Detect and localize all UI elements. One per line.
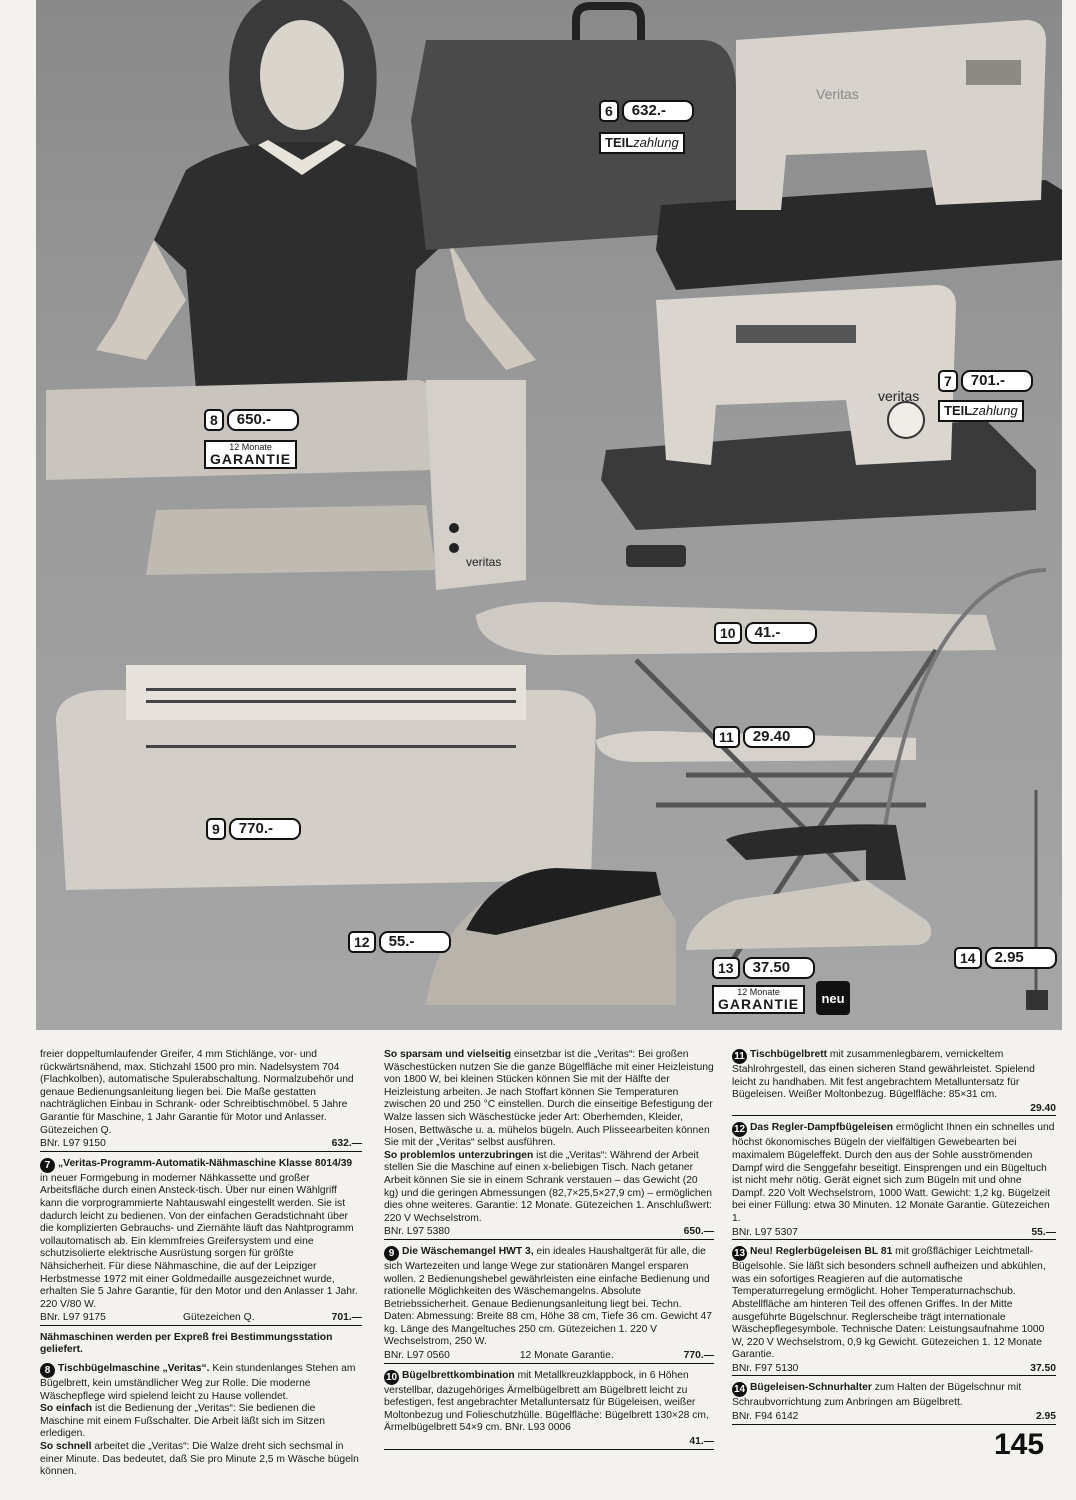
product-7 — [40, 1158, 362, 1312]
body-text: ist die Bedienung der „Veritas“: Sie bedienen die Maschine mit einem Fußschalter. Die Arbeit läßt sich im Sitzen erledigen. — [40, 1403, 325, 1440]
product-heading: Tischbügelbrett — [750, 1049, 828, 1060]
order-line — [40, 1138, 362, 1152]
item-number: 9 — [206, 818, 226, 840]
price-tag-10 — [714, 622, 817, 644]
installment-badge-italic: zahlung — [633, 135, 679, 150]
product-14 — [732, 1382, 1056, 1410]
order-price: 2.95 — [1035, 1411, 1056, 1423]
price-tag-11 — [713, 726, 815, 748]
shipping-note-text: Nähmaschinen werden per Expreß frei Bestimmungsstation geliefert. — [40, 1331, 333, 1356]
product-description: mit großflächiger Leichtmetall-Bügelsohle. Sie läßt sich besonders schnell aufheizen und abkühlen, was ein sofortiges Reagieren auf die automatische Temperaturregelung ermöglicht. Hoher Temperaturnachschub. Abstellfläche am hinteren Teil des offenen Griffes. In der Mitte ausgeführte Bügelschnur. Reglerscheibe trägt internationale Wäschepflegesymbole. Technische Daten: Leistungsaufnahme 1000 W, 220 V Wechselstrom, 0,9 kg Gewicht. Gütezeichen 1. 12 Monate Garantie. — [732, 1246, 1046, 1361]
product-13 — [732, 1246, 1056, 1362]
brand-label-top: Veritas — [816, 86, 859, 102]
installment-badge — [938, 400, 1024, 422]
product-8-detail — [384, 1150, 714, 1226]
price-tag-13 — [712, 957, 815, 979]
product-12 — [732, 1122, 1056, 1225]
order-number: BNr. L97 9175 — [40, 1312, 106, 1324]
order-line — [40, 1312, 362, 1326]
ironing-machine — [46, 380, 686, 590]
order-note: 12 Monate Garantie. — [519, 1350, 614, 1362]
brand-label: veritas — [466, 555, 502, 569]
installment-badge-italic: zahlung — [972, 403, 1018, 418]
shipping-note — [40, 1332, 362, 1357]
body-text: ist die „Veritas“: Während der Arbeit stellen Sie die Maschine auf einen x-beliebigen Tisch. Nach getaner Arbeit können Sie sie in einem Schrank verstauen – das Gewicht (20 kg) und die geringen Abmessungen (82,7×25,5×27,9 cm) – ermöglichen dies ohne weiteres. Garantie: 12 Monate. Gütezeichen 1. Anschlußwert: 220 V Wechselstrom. — [384, 1149, 712, 1224]
product-description: mit zusammenlegbarem, vernickeltem Stahlrohrgestell, das einen sicheren Stand gewährleistet. Spielend leicht zu handhaben. Mit fest angebrachtem Metalluntersatz für Bügeleisen. Weißer Moltonbezug. Bügelfläche: 85×31 cm. — [732, 1049, 1035, 1101]
order-price: 650.— — [683, 1226, 714, 1238]
order-line — [732, 1363, 1056, 1377]
product-8-detail — [40, 1441, 362, 1479]
brand-label: veritas — [878, 388, 920, 404]
subheading: So einfach — [40, 1403, 93, 1415]
body-text: einsetzbar ist die „Veritas“: Bei großen Wäschestücken nutzen Sie die ganze Bügelfläche mit einer Heizleistung von 1800 W, bei kleinen Stücken können Sie mit der Hälfte der Heizleistung arbeiten. Je nach Stoffart können Sie Temperaturen zwischen 20 und 250 °C einstellen. Durch die einseitige Befestigung der Walze lassen sich Wäschestücke jeder Art: Oberhemden, Kleider, Hosen, Bettwäsche u. a. mühelos bügeln. Auch Plisseearbeiten können Sie mit der „Veritas“ selbst ausführen. — [384, 1049, 714, 1149]
order-line — [732, 1103, 1056, 1117]
item-number: 6 — [599, 100, 619, 122]
price-tag-6 — [599, 100, 694, 122]
price-tag-14 — [954, 947, 1057, 969]
product-10 — [384, 1370, 714, 1435]
text-column-1 — [40, 1049, 362, 1479]
order-line — [384, 1226, 714, 1240]
item-number-badge: 10 — [385, 1371, 398, 1383]
item-price: 650.- — [227, 409, 299, 431]
body-text: freier doppeltumlaufender Greifer, 4 mm Stichlänge, vor- und rückwärtsnähend, max. Stichzahl 1500 pro min. Nadelsystem 704 (Flachkolben), automatische Spulerabschaltung. Normalzubehör und genaue Bedienungsanleitung liegen bei. Die Maße gestatten nachträglichen Einbau in Schrank- oder Schreibtischmöbel. 5 Jahre Garantie für Maschine, 1 Jahr Garantie für Motor und Anlasser. Gütezeichen Q. — [40, 1049, 354, 1136]
product-heading: Neu! Reglerbügeleisen BL 81 — [750, 1246, 893, 1258]
item-price: 770.- — [229, 818, 301, 840]
order-price: 701.— — [331, 1312, 362, 1324]
product-photo — [36, 0, 1062, 1030]
product-description: mit Metallkreuzklappbock, in 6 Höhen verstellbar, dazugehöriges Ärmelbügelbrett am Bügelbrett leicht zu befestigen, fest angebrachter Metalluntersatz für Bügeleisen, weißer Moltonbezug und Folieschutzhülle. Bügelfläche: Bügelbrett 130×28 cm, Ärmelbügelbrett 54×9 cm. BNr. L93 0006 — [384, 1369, 709, 1434]
warranty-badge — [712, 985, 805, 1014]
text-column-2 — [384, 1049, 714, 1456]
warranty-label: GARANTIE — [210, 451, 292, 467]
product-heading: Das Regler-Dampfbügeleisen — [750, 1122, 894, 1134]
item-number: 10 — [714, 622, 742, 644]
product-heading: „Veritas-Programm-Automatik-Nähmaschine Klasse 8014/39 — [58, 1157, 353, 1169]
order-number: BNr. L97 5307 — [732, 1226, 798, 1238]
item-number: 11 — [713, 726, 740, 748]
text-column-3 — [732, 1049, 1056, 1431]
installment-badge-bold: TEIL — [944, 403, 973, 418]
product-illustration — [36, 0, 1062, 1030]
order-number: BNr. F97 5130 — [732, 1362, 799, 1374]
order-number: BNr. L97 5380 — [384, 1226, 450, 1238]
product-description: in neuer Formgebung in moderner Nähkassette und großer Arbeitsfläche durch einen Ansteck-tisch. Über nur einen Wählgriff kann die vorprogrammierte Nahtauswahl eingestellt werden. Sie ist dadurch leicht zu bedienen. Von der einfachen Geradstichnaht über die komplizierten Gebrauchs- und Ziernähte läuft das Nahtprogramm vollautomatisch ab. Ein klemmfreies Greifersystem und eine schutzisolierte elektrische Ausrüstung sorgen für größte Nähsicherheit. Für diese Nähmaschine, die auf der Leipziger Herbstmesse 1972 mit einer Goldmedaille ausgezeichnet wurde, erhalten Sie 5 Jahre Garantie, für den Motor und den Anlasser 1 Jahr. 220 V/80 W. — [40, 1172, 358, 1310]
price-tag-7 — [938, 370, 1033, 392]
item-number-badge: 11 — [732, 1049, 747, 1064]
product-heading: Tischbügelmaschine „Veritas“. — [58, 1363, 210, 1375]
order-line — [732, 1227, 1056, 1241]
order-price: 41.— — [689, 1436, 714, 1448]
item-number: 13 — [712, 957, 740, 979]
product-11 — [732, 1049, 1056, 1102]
regulator-iron — [686, 824, 931, 950]
order-number: BNr. L97 0560 — [384, 1350, 450, 1362]
order-price: 632.— — [331, 1138, 362, 1150]
body-text: arbeitet die „Veritas“: Die Walze dreht sich sechsmal in einer Minute. Das bedeutet, daß Sie pro Minute 2,5 m Wäsche bügeln können. — [40, 1441, 359, 1478]
item-price: 632.- — [622, 100, 694, 122]
warranty-label: GARANTIE — [718, 996, 800, 1012]
item-number-badge: 12 — [733, 1124, 746, 1136]
item-price: 41.- — [745, 622, 817, 644]
item-number-badge: 13 — [733, 1248, 746, 1260]
item-number-badge: 9 — [384, 1246, 399, 1261]
product-8-detail — [384, 1049, 714, 1150]
item-number: 7 — [938, 370, 958, 392]
product-9 — [384, 1246, 714, 1349]
item-number-badge: 7 — [40, 1158, 55, 1173]
product-heading: Bügeleisen-Schnurhalter — [750, 1382, 872, 1394]
page-number: 145 — [994, 1428, 1045, 1461]
product-8 — [40, 1363, 362, 1403]
installment-badge — [599, 132, 685, 154]
item-price: 29.40 — [743, 726, 815, 748]
order-price: 55.— — [1031, 1226, 1056, 1238]
order-line — [384, 1350, 714, 1364]
item-number: 8 — [204, 409, 224, 431]
item-number: 12 — [348, 931, 376, 953]
steam-iron — [426, 868, 676, 1005]
item-price: 55.- — [379, 931, 451, 953]
product-description: ein ideales Haushaltgerät für alle, die sich Wartezeiten und lange Wege zur stationären Mangel ersparen wollen. 2 Bedienungshebel gewährleisten eine einfache Bedienung und rationelle Möglichkeiten des Wäschemangelns. Absolute Betriebssicherheit. Genaue Bedienungsanleitung liegt bei. Techn. Daten: Abmessung: Breite 88 cm, Höhe 38 cm, Tiefe 36 cm. Gewicht 47 kg. Länge des Mangeltuches 250 cm. Gütezeichen 1. 220 V Wechselstrom, 250 W. — [384, 1245, 712, 1348]
warranty-months: 12 Monate — [229, 442, 272, 452]
order-number: BNr. F94 6142 — [732, 1411, 799, 1423]
order-price: 770.— — [683, 1350, 714, 1362]
product-description: zum Halten der Bügelschnur mit Schraubvorrichtung zum Anbringen am Bügelbrett. — [732, 1382, 1022, 1409]
price-tag-12 — [348, 931, 451, 953]
item-price: 701.- — [961, 370, 1033, 392]
subheading: So problemlos unterzubringen — [384, 1149, 534, 1161]
order-line — [732, 1411, 1056, 1425]
price-tag-8 — [204, 409, 299, 431]
order-price: 29.40 — [1030, 1102, 1056, 1114]
order-note: Gütezeichen Q. — [182, 1312, 255, 1324]
subheading: So schnell — [40, 1441, 92, 1453]
product-description: Kein stundenlanges Stehen am Bügelbrett, kein umständlicher Weg zur Rolle. Die moderne Wäschepflege wird spielend leicht zu Hause vollendet. — [40, 1363, 356, 1402]
item-number-badge: 14 — [733, 1384, 746, 1396]
order-number: BNr. L97 9150 — [40, 1138, 106, 1150]
warranty-badge — [204, 440, 297, 469]
product-heading: Die Wäschemangel HWT 3, — [402, 1245, 534, 1257]
order-price: 37.50 — [1030, 1362, 1056, 1374]
product-description: ermöglicht Ihnen ein schnelles und höchst ökonomisches Bügeln der vielfältigen Gewebearten bei maximalem Bügeleffekt. Durch den aus der Sohle ausströmenden Dampf wird die Senggefahr beseitigt. Einsprengen und ein Bügeltuch ist nicht mehr nötig. Gerät eignet sich zum Bügeln mit und ohne Dampf. 220 Volt Wechselstrom, 1000 Watt. Gewicht: 1,2 kg. Bügelzeit bei einer Füllung: etwa 30 Minuten. 12 Monate Garantie. Gütezeichen 1. — [732, 1122, 1055, 1224]
installment-badge-bold: TEIL — [605, 135, 634, 150]
item-price: 37.50 — [743, 957, 815, 979]
order-line — [384, 1436, 714, 1450]
new-badge: neu — [816, 981, 850, 1015]
product-heading: Bügelbrettkombination — [402, 1369, 515, 1381]
item-number-badge: 8 — [40, 1363, 55, 1378]
item-number: 14 — [954, 947, 982, 969]
mangle — [56, 665, 596, 890]
item-price: 2.95 — [985, 947, 1057, 969]
product-8-detail — [40, 1403, 362, 1441]
price-tag-9 — [206, 818, 301, 840]
subheading: So sparsam und vielseitig — [384, 1049, 512, 1060]
warranty-months: 12 Monate — [737, 987, 780, 997]
